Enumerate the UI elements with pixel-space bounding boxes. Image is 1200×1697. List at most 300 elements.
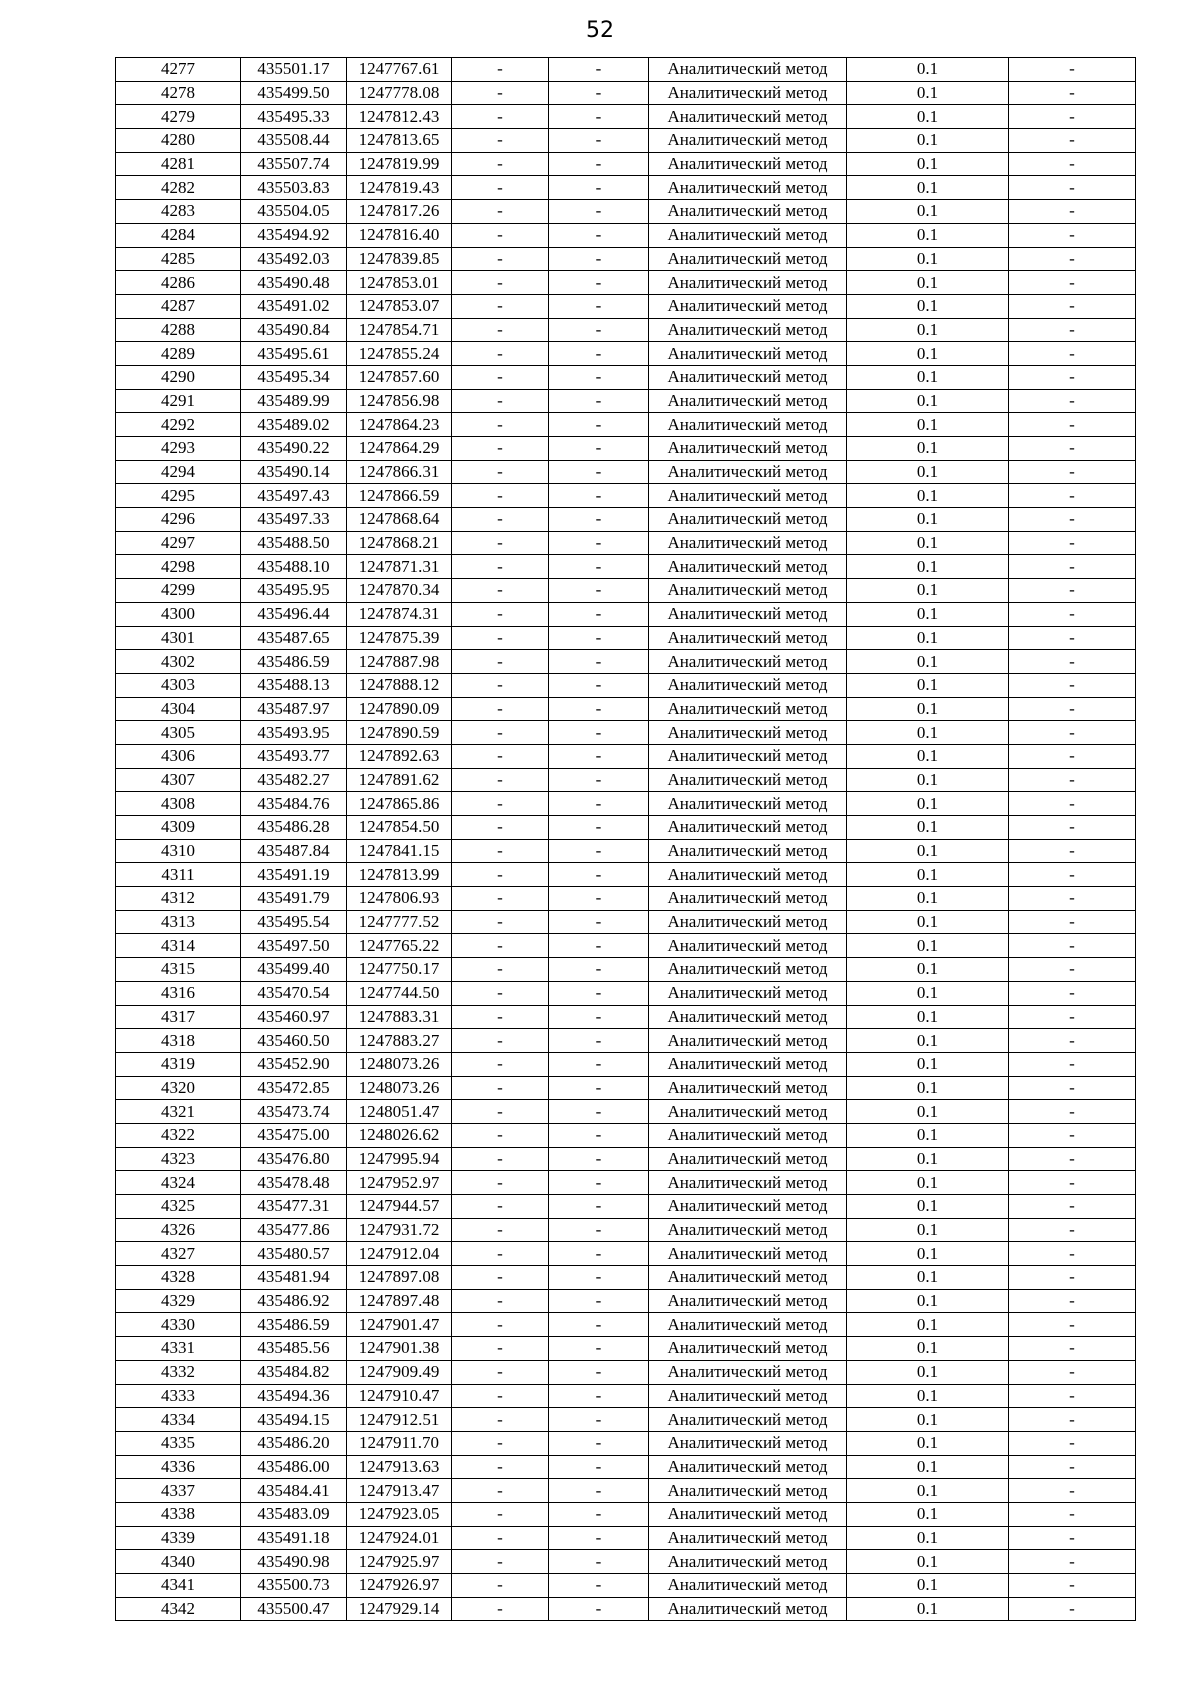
coordinate-y: 1247868.21: [347, 531, 452, 555]
dash-cell: -: [452, 1550, 549, 1574]
method-cell: Аналитический метод: [649, 934, 847, 958]
dash-cell: -: [452, 1337, 549, 1361]
dash-cell: -: [549, 1052, 649, 1076]
dash-cell: -: [549, 579, 649, 603]
coordinate-y: 1247897.48: [347, 1289, 452, 1313]
dash-cell: -: [452, 413, 549, 437]
dash-cell: -: [549, 152, 649, 176]
point-number: 4326: [116, 1218, 241, 1242]
method-cell: Аналитический метод: [649, 555, 847, 579]
method-cell: Аналитический метод: [649, 1597, 847, 1621]
coordinate-y: 1247750.17: [347, 958, 452, 982]
point-number: 4328: [116, 1266, 241, 1290]
point-number: 4307: [116, 768, 241, 792]
table-row: [116, 531, 1136, 555]
coordinate-y: 1247744.50: [347, 981, 452, 1005]
dash-cell: -: [549, 460, 649, 484]
coordinate-y: 1247853.01: [347, 271, 452, 295]
coordinate-x: 435477.31: [241, 1195, 347, 1219]
coordinate-y: 1247853.07: [347, 294, 452, 318]
point-number: 4324: [116, 1171, 241, 1195]
precision-cell: 0.1: [847, 1266, 1009, 1290]
dash-cell: -: [452, 816, 549, 840]
dash-cell: -: [1009, 1431, 1136, 1455]
point-number: 4334: [116, 1408, 241, 1432]
point-number: 4335: [116, 1431, 241, 1455]
point-number: 4287: [116, 294, 241, 318]
coordinate-x: 435490.84: [241, 318, 347, 342]
point-number: 4293: [116, 437, 241, 461]
point-number: 4340: [116, 1550, 241, 1574]
precision-cell: 0.1: [847, 958, 1009, 982]
coordinate-y: 1247816.40: [347, 223, 452, 247]
method-cell: Аналитический метод: [649, 1242, 847, 1266]
precision-cell: 0.1: [847, 58, 1009, 82]
coordinate-x: 435492.03: [241, 247, 347, 271]
dash-cell: -: [1009, 1408, 1136, 1432]
precision-cell: 0.1: [847, 602, 1009, 626]
coordinate-y: 1247871.31: [347, 555, 452, 579]
dash-cell: -: [1009, 1123, 1136, 1147]
coordinate-y: 1247888.12: [347, 673, 452, 697]
precision-cell: 0.1: [847, 863, 1009, 887]
point-number: 4318: [116, 1029, 241, 1053]
method-cell: Аналитический метод: [649, 887, 847, 911]
dash-cell: -: [452, 1100, 549, 1124]
table-row: [116, 1360, 1136, 1384]
dash-cell: -: [1009, 389, 1136, 413]
point-number: 4298: [116, 555, 241, 579]
precision-cell: 0.1: [847, 768, 1009, 792]
dash-cell: -: [1009, 1005, 1136, 1029]
point-number: 4290: [116, 365, 241, 389]
dash-cell: -: [1009, 294, 1136, 318]
point-number: 4306: [116, 744, 241, 768]
method-cell: Аналитический метод: [649, 484, 847, 508]
dash-cell: -: [452, 958, 549, 982]
coordinate-y: 1247890.09: [347, 697, 452, 721]
coordinate-y: 1247887.98: [347, 650, 452, 674]
dash-cell: -: [549, 1455, 649, 1479]
table-row: [116, 1218, 1136, 1242]
dash-cell: -: [1009, 1029, 1136, 1053]
coordinate-x: 435484.76: [241, 792, 347, 816]
coordinate-x: 435494.92: [241, 223, 347, 247]
dash-cell: -: [452, 910, 549, 934]
dash-cell: -: [549, 247, 649, 271]
dash-cell: -: [549, 1313, 649, 1337]
coordinates-table: [115, 57, 1136, 1621]
dash-cell: -: [1009, 602, 1136, 626]
table-row: [116, 152, 1136, 176]
method-cell: Аналитический метод: [649, 697, 847, 721]
dash-cell: -: [549, 508, 649, 532]
dash-cell: -: [452, 1052, 549, 1076]
precision-cell: 0.1: [847, 1147, 1009, 1171]
precision-cell: 0.1: [847, 1076, 1009, 1100]
coordinate-y: 1248073.26: [347, 1076, 452, 1100]
method-cell: Аналитический метод: [649, 981, 847, 1005]
method-cell: Аналитический метод: [649, 1029, 847, 1053]
table-row: [116, 389, 1136, 413]
coordinate-y: 1247883.27: [347, 1029, 452, 1053]
method-cell: Аналитический метод: [649, 1574, 847, 1598]
dash-cell: -: [452, 294, 549, 318]
method-cell: Аналитический метод: [649, 602, 847, 626]
dash-cell: -: [549, 1218, 649, 1242]
method-cell: Аналитический метод: [649, 437, 847, 461]
dash-cell: -: [452, 1526, 549, 1550]
dash-cell: -: [1009, 1479, 1136, 1503]
method-cell: Аналитический метод: [649, 176, 847, 200]
precision-cell: 0.1: [847, 1384, 1009, 1408]
table-row: [116, 934, 1136, 958]
method-cell: Аналитический метод: [649, 1384, 847, 1408]
dash-cell: -: [452, 792, 549, 816]
page-number: 52: [586, 18, 614, 43]
point-number: 4291: [116, 389, 241, 413]
dash-cell: -: [549, 1266, 649, 1290]
method-cell: Аналитический метод: [649, 81, 847, 105]
coordinate-x: 435504.05: [241, 200, 347, 224]
method-cell: Аналитический метод: [649, 152, 847, 176]
point-number: 4331: [116, 1337, 241, 1361]
precision-cell: 0.1: [847, 1289, 1009, 1313]
dash-cell: -: [452, 839, 549, 863]
coordinate-x: 435460.97: [241, 1005, 347, 1029]
coordinate-y: 1247995.94: [347, 1147, 452, 1171]
dash-cell: -: [452, 484, 549, 508]
dash-cell: -: [452, 555, 549, 579]
dash-cell: -: [452, 223, 549, 247]
coordinate-y: 1247931.72: [347, 1218, 452, 1242]
dash-cell: -: [1009, 697, 1136, 721]
coordinate-y: 1247856.98: [347, 389, 452, 413]
point-number: 4317: [116, 1005, 241, 1029]
table-row: [116, 129, 1136, 153]
dash-cell: -: [1009, 1289, 1136, 1313]
method-cell: Аналитический метод: [649, 839, 847, 863]
point-number: 4321: [116, 1100, 241, 1124]
coordinate-y: 1247866.31: [347, 460, 452, 484]
precision-cell: 0.1: [847, 200, 1009, 224]
table-row: [116, 365, 1136, 389]
method-cell: Аналитический метод: [649, 1076, 847, 1100]
coordinate-x: 435460.50: [241, 1029, 347, 1053]
dash-cell: -: [549, 1550, 649, 1574]
coordinate-y: 1247923.05: [347, 1502, 452, 1526]
dash-cell: -: [549, 437, 649, 461]
precision-cell: 0.1: [847, 1242, 1009, 1266]
precision-cell: 0.1: [847, 697, 1009, 721]
dash-cell: -: [1009, 437, 1136, 461]
table-row: [116, 1431, 1136, 1455]
coordinate-y: 1247925.97: [347, 1550, 452, 1574]
method-cell: Аналитический метод: [649, 294, 847, 318]
coordinate-x: 435490.48: [241, 271, 347, 295]
coordinate-y: 1247870.34: [347, 579, 452, 603]
coordinate-x: 435500.73: [241, 1574, 347, 1598]
dash-cell: -: [1009, 887, 1136, 911]
method-cell: Аналитический метод: [649, 1313, 847, 1337]
coordinate-y: 1247817.26: [347, 200, 452, 224]
point-number: 4309: [116, 816, 241, 840]
table-row: [116, 342, 1136, 366]
coordinate-y: 1247806.93: [347, 887, 452, 911]
dash-cell: -: [1009, 721, 1136, 745]
precision-cell: 0.1: [847, 531, 1009, 555]
dash-cell: -: [1009, 1266, 1136, 1290]
coordinate-x: 435486.92: [241, 1289, 347, 1313]
coordinate-x: 435501.17: [241, 58, 347, 82]
method-cell: Аналитический метод: [649, 1337, 847, 1361]
precision-cell: 0.1: [847, 365, 1009, 389]
precision-cell: 0.1: [847, 1550, 1009, 1574]
coordinate-y: 1247854.71: [347, 318, 452, 342]
dash-cell: -: [1009, 1337, 1136, 1361]
precision-cell: 0.1: [847, 1313, 1009, 1337]
method-cell: Аналитический метод: [649, 1123, 847, 1147]
dash-cell: -: [549, 768, 649, 792]
table-row: [116, 437, 1136, 461]
table-row: [116, 1123, 1136, 1147]
coordinate-y: 1247892.63: [347, 744, 452, 768]
precision-cell: 0.1: [847, 81, 1009, 105]
coordinate-x: 435500.47: [241, 1597, 347, 1621]
method-cell: Аналитический метод: [649, 579, 847, 603]
dash-cell: -: [452, 1431, 549, 1455]
point-number: 4282: [116, 176, 241, 200]
point-number: 4284: [116, 223, 241, 247]
table-row: [116, 1289, 1136, 1313]
method-cell: Аналитический метод: [649, 413, 847, 437]
method-cell: Аналитический метод: [649, 792, 847, 816]
dash-cell: -: [452, 1289, 549, 1313]
method-cell: Аналитический метод: [649, 768, 847, 792]
dash-cell: -: [549, 863, 649, 887]
method-cell: Аналитический метод: [649, 721, 847, 745]
method-cell: Аналитический метод: [649, 958, 847, 982]
precision-cell: 0.1: [847, 223, 1009, 247]
dash-cell: -: [452, 200, 549, 224]
dash-cell: -: [1009, 152, 1136, 176]
method-cell: Аналитический метод: [649, 1455, 847, 1479]
table-row: [116, 697, 1136, 721]
coordinate-x: 435475.00: [241, 1123, 347, 1147]
dash-cell: -: [1009, 863, 1136, 887]
method-cell: Аналитический метод: [649, 1147, 847, 1171]
dash-cell: -: [452, 1123, 549, 1147]
coordinate-y: 1247841.15: [347, 839, 452, 863]
precision-cell: 0.1: [847, 1195, 1009, 1219]
dash-cell: -: [1009, 484, 1136, 508]
dash-cell: -: [452, 365, 549, 389]
coordinate-x: 435499.40: [241, 958, 347, 982]
table-row: [116, 721, 1136, 745]
coordinate-x: 435480.57: [241, 1242, 347, 1266]
dash-cell: -: [452, 1076, 549, 1100]
coordinate-y: 1247765.22: [347, 934, 452, 958]
point-number: 4295: [116, 484, 241, 508]
table-row: [116, 413, 1136, 437]
precision-cell: 0.1: [847, 1408, 1009, 1432]
precision-cell: 0.1: [847, 294, 1009, 318]
precision-cell: 0.1: [847, 650, 1009, 674]
point-number: 4277: [116, 58, 241, 82]
dash-cell: -: [549, 413, 649, 437]
table-row: [116, 887, 1136, 911]
coordinate-x: 435473.74: [241, 1100, 347, 1124]
table-row: [116, 1502, 1136, 1526]
point-number: 4288: [116, 318, 241, 342]
precision-cell: 0.1: [847, 105, 1009, 129]
table-body: [116, 58, 1136, 1621]
coordinate-y: 1248026.62: [347, 1123, 452, 1147]
method-cell: Аналитический метод: [649, 1408, 847, 1432]
coordinate-x: 435491.79: [241, 887, 347, 911]
table-row: [116, 626, 1136, 650]
coordinate-x: 435496.44: [241, 602, 347, 626]
dash-cell: -: [549, 484, 649, 508]
precision-cell: 0.1: [847, 816, 1009, 840]
dash-cell: -: [549, 1171, 649, 1195]
dash-cell: -: [549, 58, 649, 82]
method-cell: Аналитический метод: [649, 508, 847, 532]
point-number: 4285: [116, 247, 241, 271]
method-cell: Аналитический метод: [649, 744, 847, 768]
dash-cell: -: [1009, 1242, 1136, 1266]
dash-cell: -: [1009, 650, 1136, 674]
method-cell: Аналитический метод: [649, 1360, 847, 1384]
dash-cell: -: [549, 1123, 649, 1147]
precision-cell: 0.1: [847, 1455, 1009, 1479]
dash-cell: -: [452, 389, 549, 413]
coordinate-y: 1247897.08: [347, 1266, 452, 1290]
dash-cell: -: [1009, 58, 1136, 82]
dash-cell: -: [1009, 1526, 1136, 1550]
precision-cell: 0.1: [847, 176, 1009, 200]
table-row: [116, 176, 1136, 200]
coordinate-x: 435497.50: [241, 934, 347, 958]
point-number: 4323: [116, 1147, 241, 1171]
method-cell: Аналитический метод: [649, 223, 847, 247]
point-number: 4292: [116, 413, 241, 437]
method-cell: Аналитический метод: [649, 1171, 847, 1195]
precision-cell: 0.1: [847, 1005, 1009, 1029]
table-row: [116, 1384, 1136, 1408]
method-cell: Аналитический метод: [649, 460, 847, 484]
coordinate-y: 1247767.61: [347, 58, 452, 82]
dash-cell: -: [452, 152, 549, 176]
dash-cell: -: [1009, 910, 1136, 934]
coordinate-x: 435483.09: [241, 1502, 347, 1526]
dash-cell: -: [1009, 413, 1136, 437]
point-number: 4322: [116, 1123, 241, 1147]
table-row: [116, 816, 1136, 840]
method-cell: Аналитический метод: [649, 1526, 847, 1550]
point-number: 4341: [116, 1574, 241, 1598]
dash-cell: -: [1009, 1597, 1136, 1621]
table-row: [116, 1195, 1136, 1219]
dash-cell: -: [549, 1076, 649, 1100]
table-row: [116, 1408, 1136, 1432]
point-number: 4330: [116, 1313, 241, 1337]
dash-cell: -: [452, 744, 549, 768]
method-cell: Аналитический метод: [649, 271, 847, 295]
coordinate-y: 1247912.04: [347, 1242, 452, 1266]
dash-cell: -: [452, 460, 549, 484]
point-number: 4302: [116, 650, 241, 674]
coordinate-y: 1247854.50: [347, 816, 452, 840]
precision-cell: 0.1: [847, 437, 1009, 461]
dash-cell: -: [1009, 1360, 1136, 1384]
dash-cell: -: [549, 1029, 649, 1053]
dash-cell: -: [452, 1218, 549, 1242]
dash-cell: -: [452, 602, 549, 626]
coordinate-x: 435494.36: [241, 1384, 347, 1408]
dash-cell: -: [549, 721, 649, 745]
coordinate-y: 1248051.47: [347, 1100, 452, 1124]
table-row: [116, 294, 1136, 318]
method-cell: Аналитический метод: [649, 389, 847, 413]
coordinate-y: 1247911.70: [347, 1431, 452, 1455]
coordinate-x: 435486.59: [241, 1313, 347, 1337]
coordinate-x: 435507.74: [241, 152, 347, 176]
precision-cell: 0.1: [847, 342, 1009, 366]
table-row: [116, 318, 1136, 342]
coordinate-x: 435487.65: [241, 626, 347, 650]
coordinate-x: 435497.43: [241, 484, 347, 508]
dash-cell: -: [452, 1242, 549, 1266]
coordinate-y: 1247857.60: [347, 365, 452, 389]
coordinate-x: 435503.83: [241, 176, 347, 200]
table-row: [116, 200, 1136, 224]
coordinate-x: 435488.50: [241, 531, 347, 555]
dash-cell: -: [549, 792, 649, 816]
coordinate-x: 435490.98: [241, 1550, 347, 1574]
coordinate-y: 1247866.59: [347, 484, 452, 508]
dash-cell: -: [1009, 768, 1136, 792]
precision-cell: 0.1: [847, 555, 1009, 579]
method-cell: Аналитический метод: [649, 1479, 847, 1503]
dash-cell: -: [549, 1289, 649, 1313]
coordinate-x: 435484.82: [241, 1360, 347, 1384]
dash-cell: -: [452, 1313, 549, 1337]
table-row: [116, 508, 1136, 532]
dash-cell: -: [452, 1171, 549, 1195]
point-number: 4278: [116, 81, 241, 105]
dash-cell: -: [1009, 792, 1136, 816]
coordinate-y: 1248073.26: [347, 1052, 452, 1076]
table-row: [116, 1455, 1136, 1479]
coordinate-y: 1247777.52: [347, 910, 452, 934]
dash-cell: -: [549, 200, 649, 224]
dash-cell: -: [1009, 934, 1136, 958]
table-row: [116, 271, 1136, 295]
dash-cell: -: [549, 744, 649, 768]
dash-cell: -: [1009, 318, 1136, 342]
precision-cell: 0.1: [847, 910, 1009, 934]
precision-cell: 0.1: [847, 460, 1009, 484]
table-row: [116, 910, 1136, 934]
point-number: 4300: [116, 602, 241, 626]
dash-cell: -: [452, 531, 549, 555]
method-cell: Аналитический метод: [649, 1195, 847, 1219]
coordinate-y: 1247819.99: [347, 152, 452, 176]
dash-cell: -: [549, 531, 649, 555]
table-row: [116, 863, 1136, 887]
method-cell: Аналитический метод: [649, 863, 847, 887]
